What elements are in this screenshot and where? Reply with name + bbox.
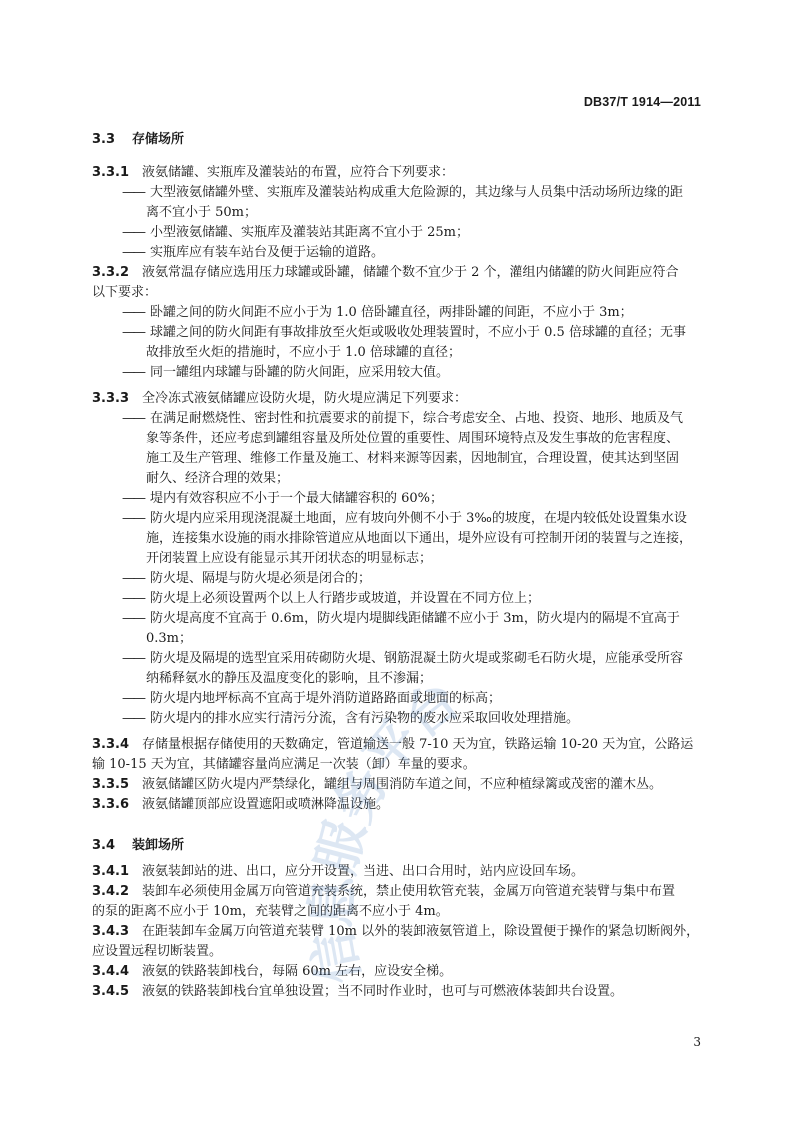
line-text: 防火堤内应采用现浇混凝土地面，应有坡向外侧不小于 3‰的坡度，在堤内较低处设置集水设	[150, 511, 687, 526]
clause-line	[92, 263, 704, 283]
line-text: 液氨常温存储应选用压力球罐或卧罐，储罐个数不宜少于 2 个，灌组内储罐的防火间距应符合	[142, 265, 679, 280]
list-item	[122, 489, 704, 509]
clause-number: 3.4.1	[92, 864, 130, 879]
section-title: 装卸场所	[132, 838, 185, 853]
continuation-line	[146, 343, 704, 363]
line-text: 0.3m；	[146, 631, 193, 646]
dash-bullet: ——	[122, 571, 144, 586]
line-text: 防火堤内的排水应实行清污分流，含有污染物的废水应采取回收处理措施。	[150, 711, 580, 726]
clause-number: 3.3.4	[92, 737, 130, 752]
section-heading-3-3	[92, 130, 704, 150]
clause-number: 3.3.6	[92, 797, 130, 812]
line-text: 应设置远程切断装置。	[92, 944, 223, 959]
clause-number: 3.4.3	[92, 924, 130, 939]
line-text: 离不宜小于 50m；	[146, 205, 258, 220]
clause-line	[92, 922, 704, 942]
standard-code: DB37/T 1914—2011	[583, 95, 701, 109]
list-item	[122, 243, 704, 263]
dash-bullet: ——	[122, 691, 144, 706]
line-text: 耐久、经济合理的效果；	[146, 471, 290, 486]
clause-line	[92, 862, 704, 882]
continuation-line	[146, 549, 704, 569]
line-text: 堤内有效容积应不小于一个最大储罐容积的 60%；	[150, 491, 444, 506]
line-text: 液氨储罐、实瓶库及灌装站的布置，应符合下列要求：	[142, 165, 455, 180]
clause-line	[92, 735, 704, 755]
line-text: 施，连接集水设施的雨水排除管道应从地面以下通出，堤外应设有可控制开闭的装置与之连接，	[146, 531, 693, 546]
clause-line	[92, 163, 704, 183]
list-item	[122, 589, 704, 609]
dash-bullet: ——	[122, 411, 144, 426]
continuation-line	[146, 203, 704, 223]
list-item	[122, 709, 704, 729]
line-text: 小型液氨储罐、实瓶库及灌装站其距离不宜小于 25m；	[150, 225, 470, 240]
list-item	[122, 609, 704, 629]
list-item	[122, 649, 704, 669]
line-text: 的泵的距离不应小于 10m，充装臂之间的距离不应小于 4m。	[92, 904, 449, 919]
dash-bullet: ——	[122, 245, 144, 260]
line-text: 以下要求：	[92, 285, 158, 300]
dash-bullet: ——	[122, 591, 144, 606]
section-heading-3-4	[92, 836, 704, 856]
watermark-text: 信息服务平台	[302, 670, 472, 989]
line-text: 开闭装置上应设有能显示其开闭状态的明显标志；	[146, 551, 433, 566]
line-text: 防火堤内地坪标高不宜高于堤外消防道路路面或地面的标高；	[150, 691, 502, 706]
dash-bullet: ——	[122, 611, 144, 626]
line-text: 实瓶库应有装车站台及便于运输的道路。	[150, 245, 385, 260]
dash-bullet: ——	[122, 491, 144, 506]
line-text: 在满足耐燃烧性、密封性和抗震要求的前提下，综合考虑安全、占地、投资、地形、地质及气	[150, 411, 684, 426]
clause-line	[92, 962, 704, 982]
dash-bullet: ——	[122, 651, 144, 666]
dash-bullet: ——	[122, 365, 144, 380]
line-text: 液氨装卸站的进、出口，应分开设置，当进、出口合用时，站内应设回车场。	[142, 864, 585, 879]
page-number: 3	[693, 1035, 701, 1049]
clause-line	[92, 882, 704, 902]
continuation-line	[146, 669, 704, 689]
line-text: 故排放至火炬的措施时，不应小于 1.0 倍球罐的直径；	[146, 345, 461, 360]
continuation-line	[146, 449, 704, 469]
continuation-line	[92, 902, 704, 922]
list-item	[122, 323, 704, 343]
clause-line	[92, 389, 704, 409]
dash-bullet: ——	[122, 185, 144, 200]
line-text: 液氨储罐顶部应设置遮阳或喷淋降温设施。	[142, 797, 390, 812]
clause-number: 3.4.2	[92, 884, 130, 899]
line-text: 卧罐之间的防火间距不应小于为 1.0 倍卧罐直径，两排卧罐的间距，不应小于 3m；	[150, 305, 633, 320]
list-item	[122, 183, 704, 203]
clause-line	[92, 775, 704, 795]
continuation-line	[146, 629, 704, 649]
dash-bullet: ——	[122, 305, 144, 320]
line-text: 施工及生产管理、维修工作量及施工、材料来源等因素，因地制宜，合理设置，使其达到坚固	[146, 451, 680, 466]
line-text: 大型液氨储罐外壁、实瓶库及灌装站构成重大危险源的，其边缘与人员集中活动场所边缘的距	[150, 185, 684, 200]
clause-line	[92, 795, 704, 815]
clause-number: 3.3.1	[92, 165, 130, 180]
dash-bullet: ——	[122, 711, 144, 726]
list-item	[122, 223, 704, 243]
list-item	[122, 363, 704, 383]
line-text: 全冷冻式液氨储罐应设防火堤，防火堤应满足下列要求：	[142, 391, 468, 406]
continuation-line	[146, 429, 704, 449]
section-number: 3.4	[92, 838, 116, 853]
clause-number: 3.3.5	[92, 777, 130, 792]
continuation-line	[146, 529, 704, 549]
dash-bullet: ——	[122, 225, 144, 240]
dash-bullet: ——	[122, 511, 144, 526]
clause-number: 3.4.5	[92, 984, 130, 999]
line-text: 液氨的铁路装卸栈台宜单独设置；当不同时作业时，也可与可燃液体装卸共台设置。	[142, 984, 624, 999]
line-text: 存储量根据存储使用的天数确定，管道输送一般 7-10 天为宜，铁路运输 10-20 天为宜，公路运	[142, 737, 694, 752]
line-text: 液氨的铁路装卸栈台，每隔 60m 左右，应设安全梯。	[142, 964, 453, 979]
section-number: 3.3	[92, 132, 116, 147]
line-text: 在距装卸车金属万向管道充装臂 10m 以外的装卸液氨管道上，除设置便于操作的紧急切断阀外，	[142, 924, 700, 939]
list-item	[122, 689, 704, 709]
line-text: 纳稀释氨水的静压及温度变化的影响，且不渗漏；	[146, 671, 433, 686]
line-text: 防火堤及隔堤的选型宜采用砖砌防火堤、钢筋混凝土防火堤或浆砌毛石防火堤，应能承受所容	[150, 651, 684, 666]
line-text: 同一罐组内球罐与卧罐的防火间距，应采用较大值。	[150, 365, 450, 380]
list-item	[122, 569, 704, 589]
list-item	[122, 303, 704, 323]
dash-bullet: ——	[122, 325, 144, 340]
continuation-line	[92, 942, 704, 962]
continuation-line	[92, 755, 704, 775]
list-item	[122, 409, 704, 429]
line-text: 防火堤高度不宜高于 0.6m，防火堤内堤脚线距储罐不应小于 3m，防火堤内的隔堤不宜高于	[150, 611, 680, 626]
line-text: 防火堤上必须设置两个以上人行踏步或坡道，并设置在不同方位上；	[150, 591, 541, 606]
clause-number: 3.4.4	[92, 964, 130, 979]
section-title: 存储场所	[132, 132, 185, 147]
line-text: 液氨储罐区防火堤内严禁绿化，罐组与周围消防车道之间，不应种植绿篱或茂密的灌木丛。	[142, 777, 663, 792]
clause-line	[92, 982, 704, 1002]
clause-number: 3.3.2	[92, 265, 130, 280]
line-text: 装卸车必须使用金属万向管道充装系统，禁止使用软管充装，金属万向管道充装臂与集中布置	[142, 884, 676, 899]
continuation-line	[146, 469, 704, 489]
line-text: 象等条件，还应考虑到罐组容量及所处位置的重要性、周围环境特点及发生事故的危害程度、	[146, 431, 680, 446]
continuation-line	[92, 283, 704, 303]
line-text: 球罐之间的防火间距有事故排放至火炬或吸收处理装置时，不应小于 0.5 倍球罐的直径；无事	[150, 325, 686, 340]
list-item	[122, 509, 704, 529]
line-text: 输 10-15 天为宜，其储罐容量尚应满足一次装（卸）车量的要求。	[92, 757, 476, 772]
clause-number: 3.3.3	[92, 391, 130, 406]
line-text: 防火堤、隔堤与防火堤必须是闭合的；	[150, 571, 372, 586]
